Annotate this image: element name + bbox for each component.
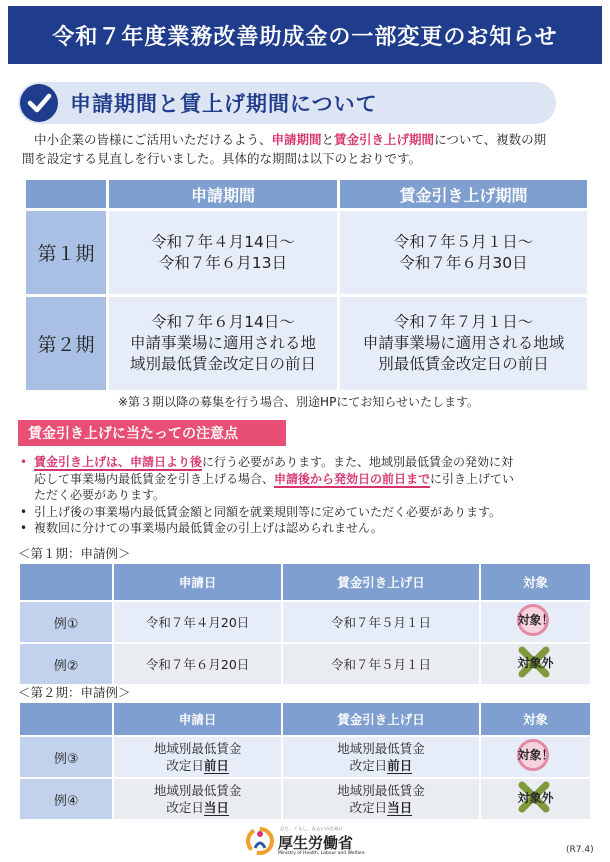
example-apply-cell	[113, 736, 282, 778]
example1-title: ＜第１期：申請例＞	[18, 546, 131, 561]
bullet-icon: •	[20, 455, 28, 469]
ministry-logo-icon	[246, 826, 274, 856]
status-text: 対象！	[517, 748, 554, 762]
period-raise-cell	[339, 210, 589, 296]
cell-line: 地域別最低賃金	[153, 783, 242, 798]
example-raise-cell	[282, 778, 480, 820]
period-apply-cell	[108, 210, 339, 296]
caution-item	[18, 454, 592, 504]
period-raise-cell	[339, 296, 589, 392]
caution-highlight: 申請後から発効日の前日まで	[274, 471, 431, 486]
example-row-label: 例①	[19, 601, 113, 643]
example-header-raise: 賃金引き上げ日	[282, 702, 480, 736]
example2-table	[18, 701, 592, 821]
cell-line: 令和７年６月13日	[158, 253, 288, 272]
example-header-status: 対象	[480, 702, 591, 736]
example-row-label: 例④	[19, 778, 113, 820]
cell-line: 改定日	[349, 800, 388, 815]
ministry-tagline: ひと、くらし、みらいのために	[280, 827, 343, 832]
example-apply-cell	[113, 778, 282, 820]
cell-line: 域別最低賃金改定日の前日	[130, 355, 317, 373]
caution-item	[18, 520, 592, 537]
eligible-badge	[503, 737, 567, 773]
example-raise-cell: 令和７年５月１日	[282, 601, 480, 643]
cell-emphasis: 当日	[203, 800, 229, 815]
intro-part: について、複数の期	[434, 132, 547, 147]
cell-line: 令和７年４月14日～	[151, 232, 295, 251]
example-status-cell	[480, 643, 591, 685]
example-raise-cell: 令和７年５月１日	[282, 643, 480, 685]
ministry-name: 厚生労働省	[278, 834, 354, 852]
cell-line: 地域別最低賃金	[337, 741, 425, 756]
period-table	[23, 177, 590, 393]
period-header-apply: 申請期間	[108, 179, 339, 210]
cell-line: 改定日	[166, 800, 204, 815]
cell-line: 改定日	[166, 758, 204, 773]
period-header-raise: 賃金引き上げ期間	[339, 179, 589, 210]
example-header-apply: 申請日	[113, 702, 282, 736]
cell-emphasis: 当日	[387, 800, 413, 815]
example-apply-cell: 令和７年６月20日	[113, 643, 282, 685]
example-raise-cell	[282, 736, 480, 778]
ineligible-badge	[503, 644, 567, 680]
cell-line: 別最低賃金改定日の前日	[378, 355, 549, 373]
cell-line: 令和７年６月14日～	[151, 313, 295, 331]
cell-emphasis: 前日	[387, 758, 413, 773]
period-apply-cell	[108, 296, 339, 392]
period-row-label: 第２期	[25, 296, 108, 392]
cell-line: 地域別最低賃金	[337, 783, 425, 798]
example-status-cell	[480, 736, 591, 778]
intro-text	[22, 130, 588, 168]
caution-text: ただく必要があります。	[34, 488, 166, 502]
footnote: ※第３期以降の募集を行う場合、別途HPにてお知らせいたします。	[118, 395, 479, 409]
status-text: 対象外	[517, 656, 554, 670]
cell-line: 令和７年７月１日～	[393, 313, 534, 331]
caution-text: に行う必要があります。また、地域別最低賃金の発効に対	[202, 455, 514, 469]
caution-text: に引き上げてい	[430, 471, 515, 486]
section-heading: 申請期間と賃上げ期間について	[70, 92, 378, 116]
example-header-status: 対象	[480, 563, 591, 601]
period-row-label: 第１期	[25, 210, 108, 296]
caution-text: 応して事業場内最低賃金を引き上げる場合、	[34, 471, 275, 486]
example-header-raise: 賃金引き上げ日	[282, 563, 480, 601]
cell-line: 改定日	[349, 758, 388, 773]
period-table-corner	[25, 179, 108, 210]
page-title: 令和７年度業務改善助成金の一部変更のお知らせ	[8, 6, 602, 64]
example-table-corner	[19, 563, 113, 601]
intro-highlight-raise: 賃金引き上げ期間	[334, 132, 435, 147]
example-row-label: 例②	[19, 643, 113, 685]
cell-line: 申請事業場に適用される地	[130, 334, 317, 352]
example-apply-cell: 令和７年４月20日	[113, 601, 282, 643]
ineligible-badge	[503, 779, 567, 815]
example-row-label: 例③	[19, 736, 113, 778]
bullet-icon: •	[20, 504, 28, 519]
intro-part: と	[321, 132, 335, 147]
cell-line: 地域別最低賃金	[153, 741, 242, 756]
example1-table	[18, 562, 592, 686]
ministry-name-en: Ministry of Health, Labour and Welfare	[278, 851, 365, 856]
check-icon	[20, 84, 58, 122]
intro-part: 間を設定する見直しを行いました。具体的な期間は以下のとおりです。	[22, 151, 422, 166]
example-header-apply: 申請日	[113, 563, 282, 601]
example-status-cell	[480, 778, 591, 820]
revision-label: (R7.4)	[566, 845, 594, 855]
eligible-badge	[503, 602, 567, 638]
cell-line: 令和７年６月30日	[399, 253, 528, 272]
intro-highlight-apply: 申請期間	[271, 132, 322, 147]
example2-title: ＜第２期：申請例＞	[18, 685, 131, 700]
cell-emphasis: 前日	[203, 758, 229, 773]
status-text: 対象外	[517, 791, 554, 805]
example-table-corner	[19, 702, 113, 736]
caution-heading: 賃金引き上げに当たっての注意点	[18, 420, 286, 446]
caution-item	[18, 504, 592, 521]
cell-line: 令和７年５月１日～	[393, 232, 534, 251]
caution-text: 複数回に分けての事業場内最低賃金の引上げは認められません。	[34, 521, 383, 535]
intro-part: 中小企業の皆様にご活用いただけるよう、	[34, 132, 272, 147]
status-text: 対象！	[517, 613, 554, 627]
caution-highlight: 賃金引き上げは、申請日より後	[34, 455, 203, 469]
bullet-icon: •	[20, 521, 28, 535]
caution-text: 引上げ後の事業場内最低賃金額と同額を就業規則等に定めていただく必要があります。	[34, 504, 502, 519]
example-status-cell	[480, 601, 591, 643]
caution-list	[18, 454, 592, 537]
cell-line: 申請事業場に適用される地域	[362, 334, 565, 352]
